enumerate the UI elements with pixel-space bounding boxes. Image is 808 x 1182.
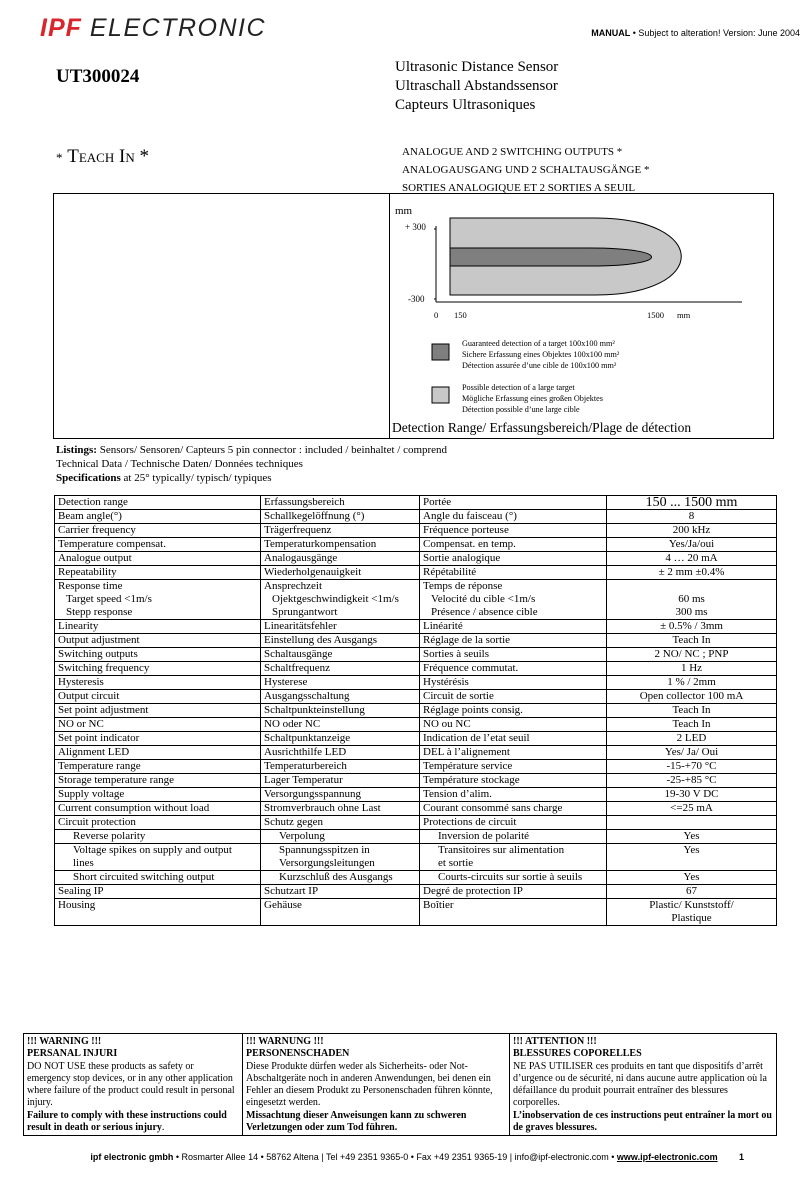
spec-value: 1 Hz <box>607 662 777 676</box>
spec-value: Yes <box>607 844 777 871</box>
spec-value: 200 kHz <box>607 524 777 538</box>
spikes-de-1: Spannungsspitzen in <box>279 844 370 856</box>
spec-label-en: Current consumption without load <box>55 802 261 816</box>
spec-value <box>607 580 777 620</box>
spec-label-de: Ausgangsschaltung <box>261 690 420 704</box>
model-number: UT300024 <box>56 66 140 87</box>
outputs-en: ANALOGUE AND 2 SWITCHING OUTPUTS * <box>402 146 623 158</box>
spec-label-fr: Fréquence commutat. <box>420 662 607 676</box>
spec-label-en: Output circuit <box>55 690 261 704</box>
table-row <box>55 524 777 538</box>
response-value-speed: 60 ms <box>678 593 705 605</box>
spec-value: Open collector 100 mA <box>607 690 777 704</box>
spec-label-fr: Réglage points consig. <box>420 704 607 718</box>
spec-label-de: Hysterese <box>261 676 420 690</box>
warning-en-end: . <box>161 1122 165 1134</box>
spec-label-fr: Indication de l’etat seuil <box>420 732 607 746</box>
spec-value: 19-30 V DC <box>607 788 777 802</box>
spec-label-en: Circuit protection <box>55 816 261 830</box>
housing-value-1: Plastic/ Kunststoff/ <box>649 899 734 911</box>
legend-dark-swatch <box>432 344 449 360</box>
legend-light-de: Mögliche Erfassung eines großen Objektes <box>462 394 603 403</box>
detection-caption: Detection Range/ Erfassungsbereich/Plage de détection <box>392 420 692 435</box>
spec-label-en: Output adjustment <box>55 634 261 648</box>
table-row <box>55 871 777 885</box>
spec-label-en: Housing <box>55 899 261 926</box>
guaranteed-detection-area <box>450 248 652 266</box>
warning-fr-bold: L’inobservation de ces instructions peut entraîner la mort ou de graves blessures. <box>513 1109 772 1134</box>
spikes-en-1: Voltage spikes on supply and output <box>73 844 232 856</box>
outputs-de: ANALOGAUSGANG UND 2 SCHALTAUSGÄNGE * <box>402 164 650 176</box>
company-logo <box>40 14 266 43</box>
x-tick-150: 150 <box>454 310 467 320</box>
spec-label-en <box>55 580 261 620</box>
spec-label-de: Linearitätsfehler <box>261 620 420 634</box>
spec-value: 67 <box>607 885 777 899</box>
response-value-step: 300 ms <box>675 606 708 618</box>
spec-label-en: Linearity <box>55 620 261 634</box>
legend-dark-fr: Détection assurée d’une cible de 100x100 mm² <box>462 361 617 370</box>
spec-label-fr: Tension d’alim. <box>420 788 607 802</box>
spec-value: Teach In <box>607 704 777 718</box>
y-bottom-label: -300 <box>408 294 425 304</box>
listings-label: Listings: <box>56 444 97 456</box>
spikes-en-2: lines <box>73 857 94 869</box>
table-row <box>55 648 777 662</box>
spec-value: 2 LED <box>607 732 777 746</box>
spec-label-de: NO oder NC <box>261 718 420 732</box>
spec-value: 150 ... 1500 mm <box>607 496 777 510</box>
spikes-fr-1: Transitoires sur alimentation <box>438 844 565 856</box>
warning-en-bold: Failure to comply with these instructions could result in death or serious injury <box>27 1109 227 1134</box>
spec-label-de: Analogausgänge <box>261 552 420 566</box>
spec-label-de: Erfassungsbereich <box>261 496 420 510</box>
spec-label-fr: Inversion de polarité <box>420 830 607 844</box>
spec-label-de: Ausrichthilfe LED <box>261 746 420 760</box>
table-row <box>55 676 777 690</box>
spec-label-fr: Courant consommé sans charge <box>420 802 607 816</box>
x-tick-1500: 1500 <box>647 310 664 320</box>
legend-light-fr: Détection possible d’une large cible <box>462 405 580 414</box>
table-row <box>55 746 777 760</box>
table-row <box>55 538 777 552</box>
y-top-label: + 300 <box>405 222 426 232</box>
y-unit-label: mm <box>395 205 413 217</box>
table-row <box>55 496 777 510</box>
table-row <box>55 830 777 844</box>
logo-electronic: ELECTRONIC <box>89 14 266 42</box>
spikes-de-2: Versorgungsleitungen <box>279 857 375 869</box>
spec-label-fr: Portée <box>420 496 607 510</box>
spec-label-fr <box>420 580 607 620</box>
spikes-fr-2: et sortie <box>438 857 474 869</box>
spec-label-en: Reverse polarity <box>55 830 261 844</box>
spec-label-en: Sealing IP <box>55 885 261 899</box>
warning-en-title: !!! WARNING !!! <box>27 1036 102 1047</box>
warning-de-title: !!! WARNUNG !!! <box>246 1036 324 1047</box>
table-row <box>55 760 777 774</box>
table-row <box>55 552 777 566</box>
spec-label-de: Gehäuse <box>261 899 420 926</box>
spec-label-fr <box>420 844 607 871</box>
response-en-step: Stepp response <box>66 606 133 618</box>
listings-block <box>56 443 447 485</box>
table-row <box>55 732 777 746</box>
response-fr-speed: Velocité du cible <1m/s <box>431 593 536 605</box>
spec-label-de: Stromverbrauch ohne Last <box>261 802 420 816</box>
response-de-title: Ansprechzeit <box>264 580 323 592</box>
legend-dark-de: Sichere Erfassung eines Objektes 100x100 mm² <box>462 350 620 359</box>
response-fr-title: Temps de réponse <box>423 580 503 592</box>
specifications-table <box>54 495 777 926</box>
page-footer <box>0 1152 808 1162</box>
spec-value: 2 NO/ NC ; PNP <box>607 648 777 662</box>
warning-fr <box>509 1034 776 1135</box>
table-row <box>55 718 777 732</box>
spec-label-fr: Protections de circuit <box>420 816 607 830</box>
warning-fr-body: NE PAS UTILISER ces produits en tant que dispositifs d’arrêt d’urgence ou de sécurité, ni dans aucune autre application où la défaillance du produit pourrait entraîner des blessures corporelles. <box>513 1060 767 1109</box>
spec-label-en: Set point indicator <box>55 732 261 746</box>
table-row <box>55 788 777 802</box>
warning-en <box>24 1034 242 1135</box>
spec-value: ± 2 mm ±0.4% <box>607 566 777 580</box>
warning-box <box>23 1033 777 1136</box>
spec-label-de: Kurzschluß des Ausgangs <box>261 871 420 885</box>
spec-label-fr: Angle du faisceau (°) <box>420 510 607 524</box>
manual-label: MANUAL <box>591 28 631 38</box>
response-en-title: Response time <box>58 580 123 592</box>
listings-line <box>56 443 447 457</box>
table-row <box>55 580 777 620</box>
warning-fr-title: !!! ATTENTION !!! <box>513 1036 597 1047</box>
spec-label-de: Schaltpunkteinstellung <box>261 704 420 718</box>
teach-in-label: Teach In <box>67 146 135 167</box>
spec-label-en: Beam angle(°) <box>55 510 261 524</box>
warning-en-heading: PERSANAL INJURI <box>27 1048 118 1060</box>
product-titles <box>395 58 558 115</box>
spec-label-en: NO or NC <box>55 718 261 732</box>
spec-label-de: Schutzart IP <box>261 885 420 899</box>
spec-label-de <box>261 580 420 620</box>
spec-label-en: Temperature range <box>55 760 261 774</box>
spec-label-de <box>261 844 420 871</box>
spec-label-fr: Degré de protection IP <box>420 885 607 899</box>
spec-label-de: Einstellung des Ausgangs <box>261 634 420 648</box>
spec-value: Yes/ Ja/ Oui <box>607 746 777 760</box>
specifications-line <box>56 471 447 485</box>
spec-label-de: Verpolung <box>261 830 420 844</box>
teach-in-heading <box>56 146 149 168</box>
spec-label-fr: NO ou NC <box>420 718 607 732</box>
spec-value: Yes/Ja/oui <box>607 538 777 552</box>
warning-fr-heading: BLESSURES COPORELLES <box>513 1048 642 1060</box>
spec-label-en: Short circuited switching output <box>55 871 261 885</box>
output-description <box>402 143 649 197</box>
spec-label-fr: Circuit de sortie <box>420 690 607 704</box>
spec-label-en: Switching frequency <box>55 662 261 676</box>
spec-label-de: Temperaturbereich <box>261 760 420 774</box>
technical-data-line: Technical Data / Technische Daten/ Données techniques <box>56 458 303 470</box>
legend-light-swatch <box>432 387 449 403</box>
footer-address: • Rosmarter Allee 14 • 58762 Altena | Tel +49 2351 9365-0 • Fax +49 2351 9365-19 | info@ipf-electronic.com • <box>173 1152 617 1162</box>
spec-label-en: Temperature compensat. <box>55 538 261 552</box>
spec-label-en: Analogue output <box>55 552 261 566</box>
spec-value: ± 0.5% / 3mm <box>607 620 777 634</box>
spec-label-de: Temperaturkompensation <box>261 538 420 552</box>
housing-value-2: Plastique <box>671 912 712 924</box>
detection-range-diagram <box>390 194 774 438</box>
table-row <box>55 662 777 676</box>
title-en: Ultrasonic Distance Sensor <box>395 59 559 75</box>
spec-label-en: Carrier frequency <box>55 524 261 538</box>
spec-label-de: Schaltfrequenz <box>261 662 420 676</box>
legend-dark-en: Guaranteed detection of a target 100x100 mm² <box>462 339 615 348</box>
spec-label-en: Storage temperature range <box>55 774 261 788</box>
version-note: Subject to alteration! Version: June 2004 <box>638 28 800 38</box>
listings-text: Sensors/ Sensoren/ Capteurs 5 pin connector : included / beinhaltet / comprend <box>96 444 448 456</box>
title-fr: Capteurs Ultrasoniques <box>395 97 536 113</box>
table-row <box>55 899 777 926</box>
table-row <box>55 844 777 871</box>
spec-label-fr: Fréquence porteuse <box>420 524 607 538</box>
table-row <box>55 885 777 899</box>
spec-label-fr: Hystérésis <box>420 676 607 690</box>
spec-label-en: Set point adjustment <box>55 704 261 718</box>
spec-value: <=25 mA <box>607 802 777 816</box>
teach-star-right: * <box>139 146 149 167</box>
detection-range-box <box>53 193 774 439</box>
spec-label-fr: Température stockage <box>420 774 607 788</box>
table-row <box>55 634 777 648</box>
table-row <box>55 816 777 830</box>
response-fr-step: Présence / absence cible <box>431 606 538 618</box>
spec-label-de: Versorgungsspannung <box>261 788 420 802</box>
warning-de-bold: Missachtung dieser Anweisungen kann zu schweren Verletzungen oder zum Tod führen. <box>246 1109 467 1134</box>
warning-en-body: DO NOT USE these products as safety or emergency stop devices, or in any other application where failure of the product could result in personal injury. <box>27 1060 235 1109</box>
spec-label-en: Hysteresis <box>55 676 261 690</box>
warning-de <box>242 1034 509 1135</box>
spec-label-en: Repeatability <box>55 566 261 580</box>
spec-value: Yes <box>607 871 777 885</box>
spec-label-en <box>55 844 261 871</box>
spec-label-de: Schaltpunktanzeige <box>261 732 420 746</box>
spec-label-en: Detection range <box>55 496 261 510</box>
specifications-label: Specifications <box>56 472 121 484</box>
spec-label-de: Schallkegelöffnung (°) <box>261 510 420 524</box>
spec-value: 8 <box>607 510 777 524</box>
spec-label-fr: Répétabilité <box>420 566 607 580</box>
spec-label-fr: Linéarité <box>420 620 607 634</box>
table-row <box>55 510 777 524</box>
title-de: Ultraschall Abstandssensor <box>395 78 558 94</box>
spec-label-fr: Sortie analogique <box>420 552 607 566</box>
warning-de-body: Diese Produkte dürfen weder als Sicherheits- oder Not-Abschaltgeräte noch in anderen Anwendungen, bei denen ein Fehler an diesem Produkt zu Personenschaden führen könnte, eingesetzt werden. <box>246 1060 493 1109</box>
table-row <box>55 620 777 634</box>
spec-label-de: Lager Temperatur <box>261 774 420 788</box>
response-de-speed: Ojektgeschwindigkeit <1m/s <box>272 593 399 605</box>
legend-light-en: Possible detection of a large target <box>462 383 575 392</box>
spec-value: 1 % / 2mm <box>607 676 777 690</box>
table-row <box>55 802 777 816</box>
spec-label-en: Supply voltage <box>55 788 261 802</box>
table-row <box>55 566 777 580</box>
spec-label-de: Wiederholgenauigkeit <box>261 566 420 580</box>
spec-value: 4 … 20 mA <box>607 552 777 566</box>
footer-company: ipf electronic gmbh <box>90 1152 174 1162</box>
spec-value: Teach In <box>607 634 777 648</box>
spec-label-fr: Boîtier <box>420 899 607 926</box>
spec-label-fr: Température service <box>420 760 607 774</box>
spec-value: Yes <box>607 830 777 844</box>
spec-value: -25-+85 °C <box>607 774 777 788</box>
footer-website-link[interactable]: www.ipf-electronic.com <box>616 1152 718 1162</box>
spec-label-fr: Courts-circuits sur sortie à seuils <box>420 871 607 885</box>
table-row <box>55 704 777 718</box>
teach-star-left: * <box>56 150 63 165</box>
logo-ipf: IPF <box>40 14 82 42</box>
manual-note: MANUAL • Subject to alteration! Version: June 2004 <box>591 28 800 38</box>
response-en-speed: Target speed <1m/s <box>66 593 152 605</box>
x-unit-label: mm <box>677 310 691 320</box>
table-row <box>55 690 777 704</box>
spec-value <box>607 816 777 830</box>
page-number: 1 <box>738 1152 744 1162</box>
spec-label-fr: Compensat. en temp. <box>420 538 607 552</box>
spec-label-en: Alignment LED <box>55 746 261 760</box>
spec-label-fr: DEL à l’alignement <box>420 746 607 760</box>
warning-de-heading: PERSONENSCHADEN <box>246 1048 350 1060</box>
outputs-fr: SORTIES ANALOGIQUE ET 2 SORTIES A SEUIL <box>402 182 636 194</box>
spec-label-fr: Sorties à seuils <box>420 648 607 662</box>
table-row <box>55 774 777 788</box>
spec-label-de: Trägerfrequenz <box>261 524 420 538</box>
spec-value: Teach In <box>607 718 777 732</box>
spec-value: -15-+70 °C <box>607 760 777 774</box>
spec-label-de: Schutz gegen <box>261 816 420 830</box>
response-de-step: Sprungantwort <box>272 606 338 618</box>
x-tick-0: 0 <box>434 310 439 320</box>
spec-label-de: Schaltausgänge <box>261 648 420 662</box>
spec-label-fr: Réglage de la sortie <box>420 634 607 648</box>
specifications-text: at 25° typically/ typisch/ typiques <box>120 472 272 484</box>
spec-label-en: Switching outputs <box>55 648 261 662</box>
spec-value <box>607 899 777 926</box>
